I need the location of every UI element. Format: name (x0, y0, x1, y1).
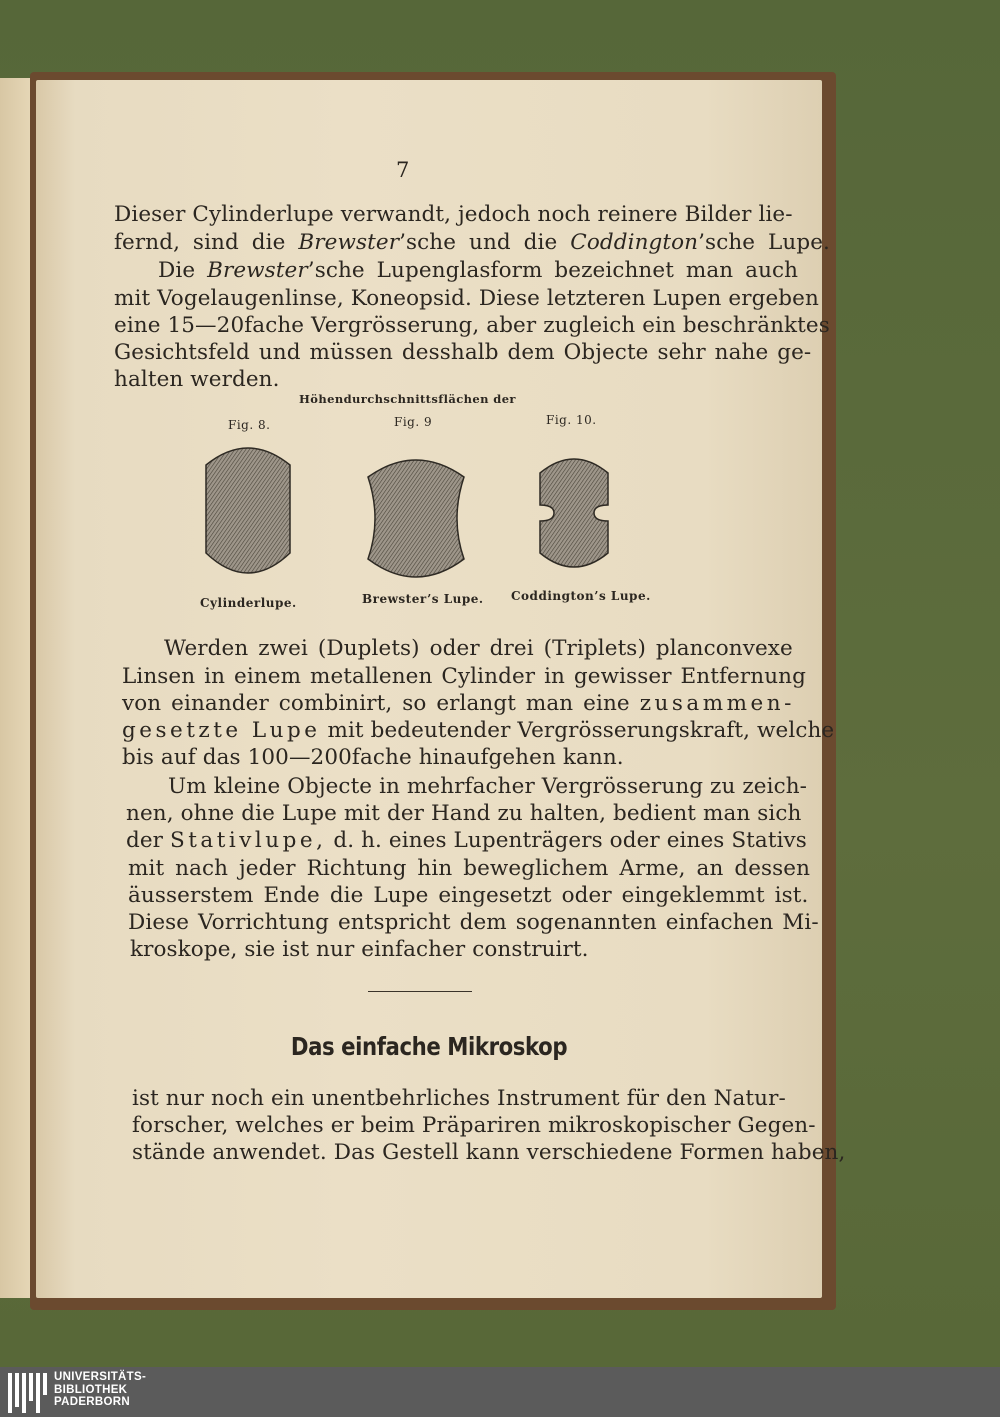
paragraph-4-line-1: Um kleine Objecte in mehrfacher Vergrösserung zu zeich- (168, 774, 808, 799)
brewster-lens-shape (368, 460, 464, 577)
paragraph-3-line-5: bis auf das 100—200fache hinaufgehen kann. (122, 745, 624, 770)
paragraph-5-line-2: forscher, welches er beim Präpariren mikroskopischer Gegen- (132, 1113, 816, 1138)
name-coddington: Coddington (570, 230, 699, 255)
text-run: ’sche Lupe. (698, 230, 830, 255)
text-run: fernd, sind die (114, 230, 299, 255)
library-name-line-1: UNIVERSITÄTS- (54, 1371, 147, 1383)
paragraph-3-line-2: Linsen in einem metallenen Cylinder in gewisser Entfernung (122, 664, 806, 689)
paragraph-2-line-1 (158, 258, 799, 283)
spaced-term: zusammen- (639, 691, 795, 716)
name-brewster: Brewster (207, 258, 308, 283)
paragraph-3-line-4 (122, 718, 834, 743)
text-run: Die (158, 258, 208, 283)
paragraph-5-line-3: stände anwendet. Das Gestell kann verschiedene Formen haben, (132, 1140, 846, 1165)
fig-10-label: Fig. 10. (546, 413, 597, 427)
paragraph-4-line-7: kroskope, sie ist nur einfacher construirt. (130, 937, 589, 962)
fig-9-caption: Brewster’s Lupe. (362, 592, 484, 606)
lens-cross-sections (186, 435, 646, 585)
cylinder-lens-shape (206, 448, 290, 573)
paragraph-4-line-5: äusserstem Ende die Lupe eingesetzt oder eingeklemmt ist. (128, 883, 809, 908)
section-heading: Das einfache Mikroskop (290, 1032, 568, 1061)
paragraph-4-line-6: Diese Vorrichtung entspricht dem sogenannten einfachen Mi- (128, 910, 819, 935)
library-name-line-2: BIBLIOTHEK (54, 1383, 128, 1396)
paragraph-1-line-2 (114, 230, 830, 255)
paragraph-2-line-2: mit Vogelaugenlinse, Koneopsid. Diese letzteren Lupen ergeben (114, 286, 819, 311)
library-footer (0, 1367, 1000, 1417)
text-run: d. h. eines Lupenträgers oder eines Stativs (333, 828, 807, 853)
paragraph-4-line-2: nen, ohne die Lupe mit der Hand zu halten, bedient man sich (126, 801, 802, 826)
fig-8-caption: Cylinderlupe. (200, 596, 297, 610)
library-logo-icon (8, 1373, 48, 1413)
library-name-line-3: PADERBORN (54, 1396, 130, 1408)
text-run: von einander combinirt, so erlangt man eine (122, 691, 630, 716)
fig-10-caption: Coddington’s Lupe. (511, 589, 651, 603)
spaced-term: gesetzte Lupe (122, 718, 321, 743)
text-run: mit bedeutender Vergrösserungskraft, welche (327, 718, 835, 743)
text-run: ’sche Lupenglasform bezeichnet man auch (307, 258, 799, 283)
name-brewster: Brewster (298, 230, 400, 255)
text-run: der (126, 828, 164, 853)
coddington-lens-shape (540, 459, 608, 567)
paragraph-2-line-3: eine 15—20fache Vergrösserung, aber zugleich ein beschränktes (114, 313, 830, 338)
text-run: Dieser Cylinderlupe verwandt, jedoch noch reinere Bilder lie- (114, 202, 793, 227)
fig-9-label: Fig. 9 (394, 415, 433, 429)
spaced-term: Stativlupe, (170, 828, 327, 853)
book-page (36, 80, 846, 1298)
paragraph-4-line-3 (126, 828, 807, 853)
library-name (54, 1371, 146, 1409)
figure-heading: Höhendurchschnittsflächen der (299, 392, 516, 406)
paragraph-2-line-5: halten werden. (114, 367, 280, 392)
paragraph-5-line-1: ist nur noch ein unentbehrliches Instrument für den Natur- (132, 1086, 786, 1111)
fig-8-label: Fig. 8. (228, 418, 271, 432)
paragraph-3-line-1: Werden zwei (Duplets) oder drei (Triplets) planconvexe (164, 636, 793, 661)
paragraph-3-line-3 (122, 691, 795, 716)
paragraph-2-line-4: Gesichtsfeld und müssen desshalb dem Objecte sehr nahe ge- (114, 340, 812, 365)
paragraph-1-line-1 (114, 202, 793, 227)
section-divider (368, 991, 472, 992)
text-run: ’sche und die (399, 230, 571, 255)
page-number: 7 (396, 158, 410, 182)
paragraph-4-line-4: mit nach jeder Richtung hin beweglichem Arme, an dessen (128, 856, 811, 881)
